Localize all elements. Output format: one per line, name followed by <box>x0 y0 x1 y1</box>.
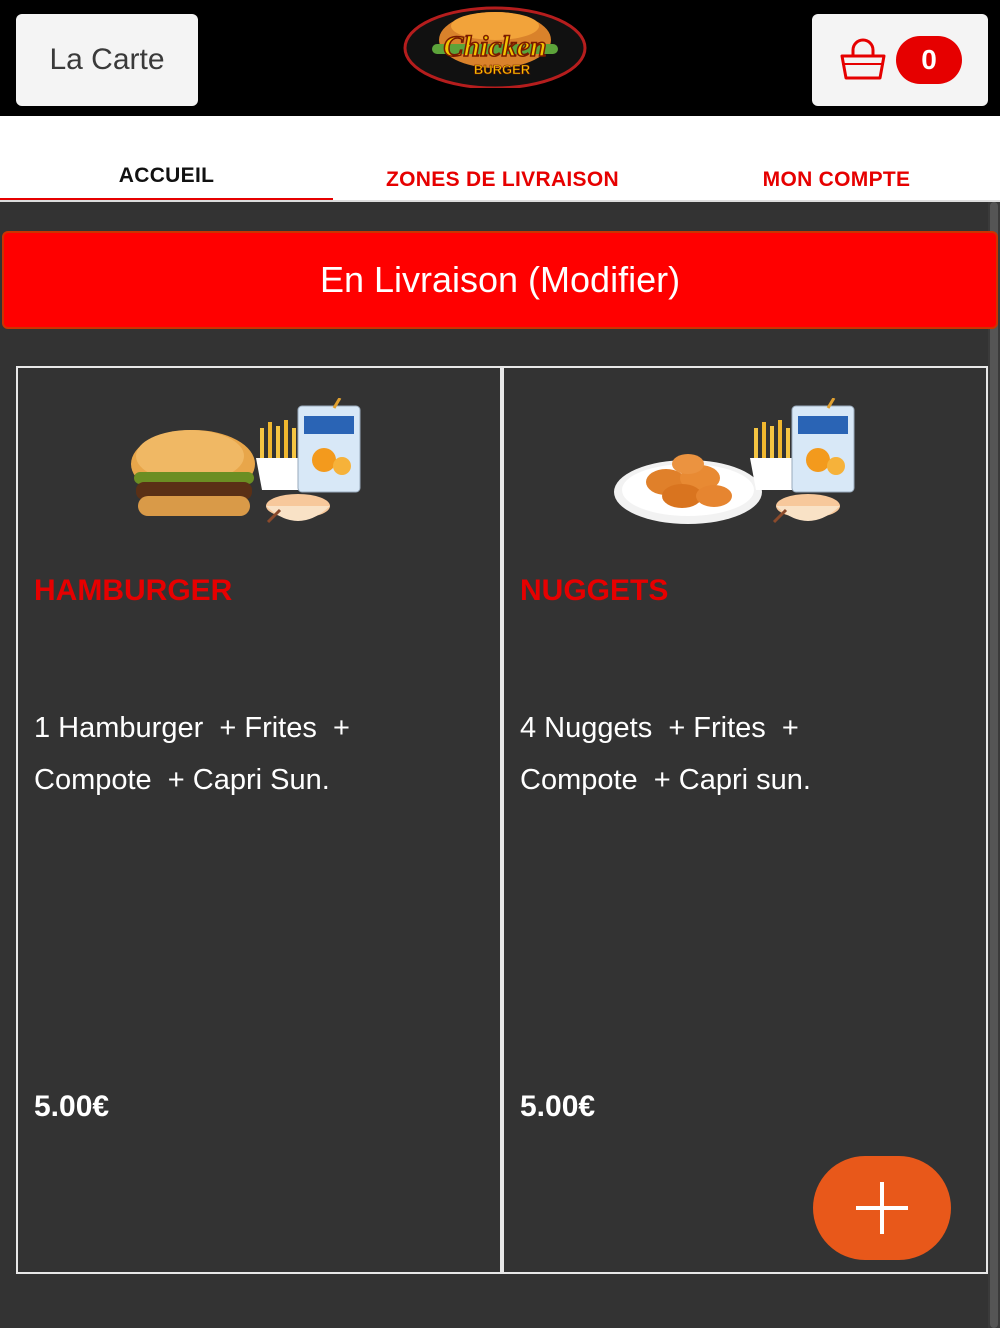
logo-title: Chicken <box>443 30 547 63</box>
product-name[interactable]: HAMBURGER <box>34 574 233 607</box>
delivery-mode-button[interactable]: En Livraison (Modifier) <box>2 231 998 329</box>
shopping-bag-icon <box>838 38 888 82</box>
tab-zones-de-livraison[interactable]: ZONES DE LIVRAISON <box>386 168 619 191</box>
chicken-burger-logo[interactable] <box>402 4 588 88</box>
nuggets-menu-photo <box>614 398 874 538</box>
plus-icon <box>852 1178 912 1238</box>
logo-subtitle: BURGER <box>473 62 531 77</box>
product-card-nuggets[interactable] <box>502 366 988 1274</box>
la-carte-button[interactable]: La Carte <box>16 14 198 106</box>
add-to-cart-fab[interactable] <box>813 1156 951 1260</box>
tab-accueil[interactable]: ACCUEIL <box>0 116 333 202</box>
tab-mon-compte[interactable]: MON COMPTE <box>762 168 911 191</box>
scrollbar-thumb[interactable] <box>990 202 998 1328</box>
product-name[interactable]: NUGGETS <box>520 574 669 607</box>
product-description: 4 Nuggets + Frites + Compote + Capri sun. <box>520 712 811 796</box>
cart-button[interactable] <box>812 14 988 106</box>
cart-count-badge: 0 <box>896 36 962 84</box>
main-tabs <box>0 116 1000 202</box>
product-card-hamburger[interactable] <box>16 366 502 1274</box>
top-header <box>0 0 1000 116</box>
product-description: 1 Hamburger + Frites + Compote + Capri Sun. <box>34 712 350 796</box>
bottom-edge <box>0 1328 1000 1334</box>
scrollbar[interactable] <box>988 202 1000 1328</box>
product-price: 5.00€ <box>520 1090 596 1123</box>
hamburger-menu-photo <box>128 398 388 538</box>
product-price: 5.00€ <box>34 1090 110 1123</box>
